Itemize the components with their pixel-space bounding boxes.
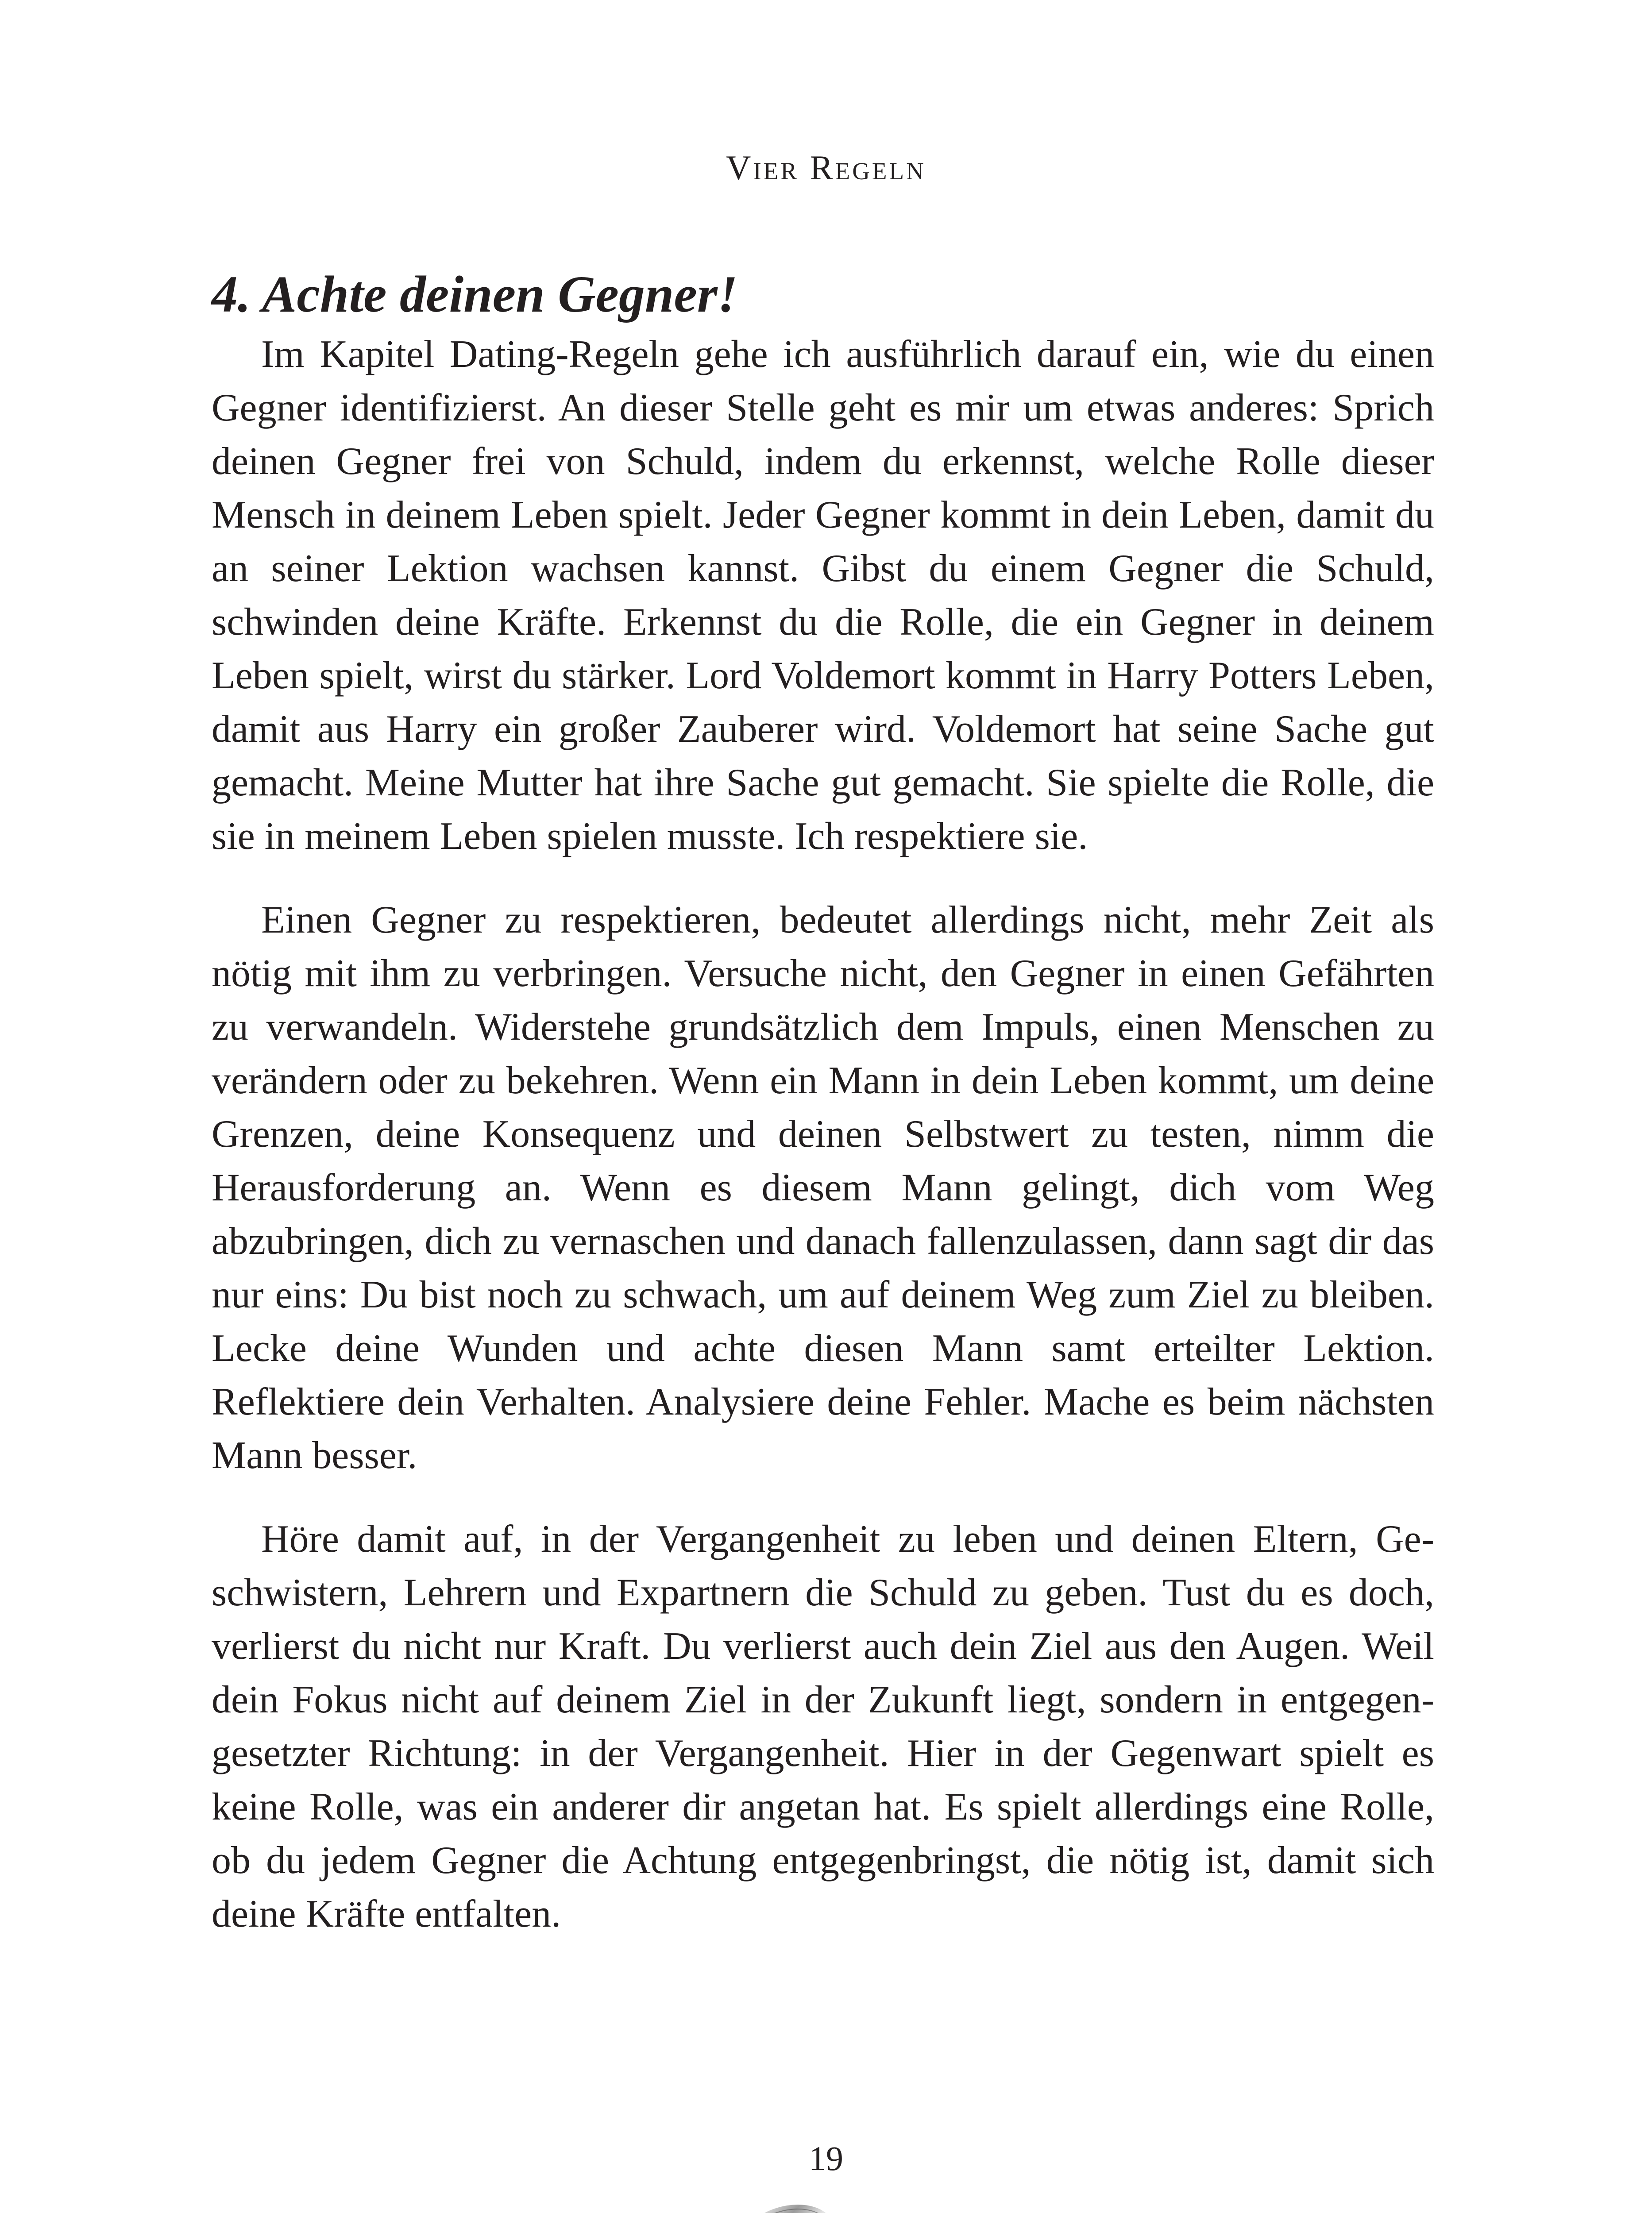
paragraph: Einen Gegner zu respektieren, bedeutet allerdings nicht, mehr Zeit als nötig mit ihm zu verbringen. Versuche nicht, den Gegner in einen Gefährten zu verwandeln. Widerstehe grundsätzlich dem Impuls, einen Menschen zu verändern oder zu bekehren. Wenn ein Mann in dein Leben kommt, um deine Grenzen, deine Konsequenz und deinen Selbstwert zu testen, nimm die Herausforderung an. Wenn es diesem Mann gelingt, dich vom Weg abzubringen, dich zu vernaschen und danach fallenzulassen, dann sagt dir das nur eins: Du bist noch zu schwach, um auf deinem Weg zum Ziel zu bleiben. Lecke deine Wunden und achte diesen Mann samt erteilter Lektion. Reflektiere dein Verhalten. Analysiere deine Fehler. Mache es beim nächsten Mann besser. bbox=[212, 898, 1434, 1477]
text-block bbox=[212, 261, 1434, 1941]
page-number: 19 bbox=[809, 2139, 843, 2178]
paragraph: Im Kapitel Dating-Regeln gehe ich ausführlich darauf ein, wie du einen Gegner identifizierst. An dieser Stelle geht es mir um etwas anderes: Sprich deinen Gegner frei von Schuld, indem du erkennst, welche Rolle dieser Mensch in deinem Leben spielt. Jeder Gegner kommt in dein Leben, damit du an seiner Lektion wachsen kannst. Gibst du einem Gegner die Schuld, schwinden deine Kräfte. Erkennst du die Rolle, die ein Gegner in deinem Leben spielt, wirst du stärker. Lord Voldemort kommt in Harry Potters Leben, damit aus Harry ein großer Zauberer wird. Voldemort hat seine Sache gut gemacht. Meine Mutter hat ihre Sache gut gemacht. Sie spielte die Rolle, die sie in meinem Leben spielen musste. Ich respektiere sie. bbox=[212, 333, 1434, 858]
running-head: Vier Regeln bbox=[726, 148, 926, 187]
wedding-rings-icon bbox=[735, 2195, 885, 2213]
paragraph: Höre damit auf, in der Vergangenheit zu leben und deinen Eltern, Geschwistern, Lehrern und Expartnern die Schuld zu geben. Tust du es doch, verlierst du nicht nur Kraft. Du verlierst auch dein Ziel aus den Augen. Weil dein Fokus nicht auf deinem Ziel in der Zukunft liegt, sondern in entgegengesetzter Richtung: in der Vergangenheit. Hier in der Gegenwart spielt es keine Rolle, was ein anderer dir angetan hat. Es spielt allerdings eine Rolle, ob du jedem Gegner die Achtung entgegenbringst, die nötig ist, damit sich deine Kräfte entfalten. bbox=[212, 1518, 1434, 1935]
section-heading: 4. Achte deinen Gegner! bbox=[212, 265, 738, 323]
